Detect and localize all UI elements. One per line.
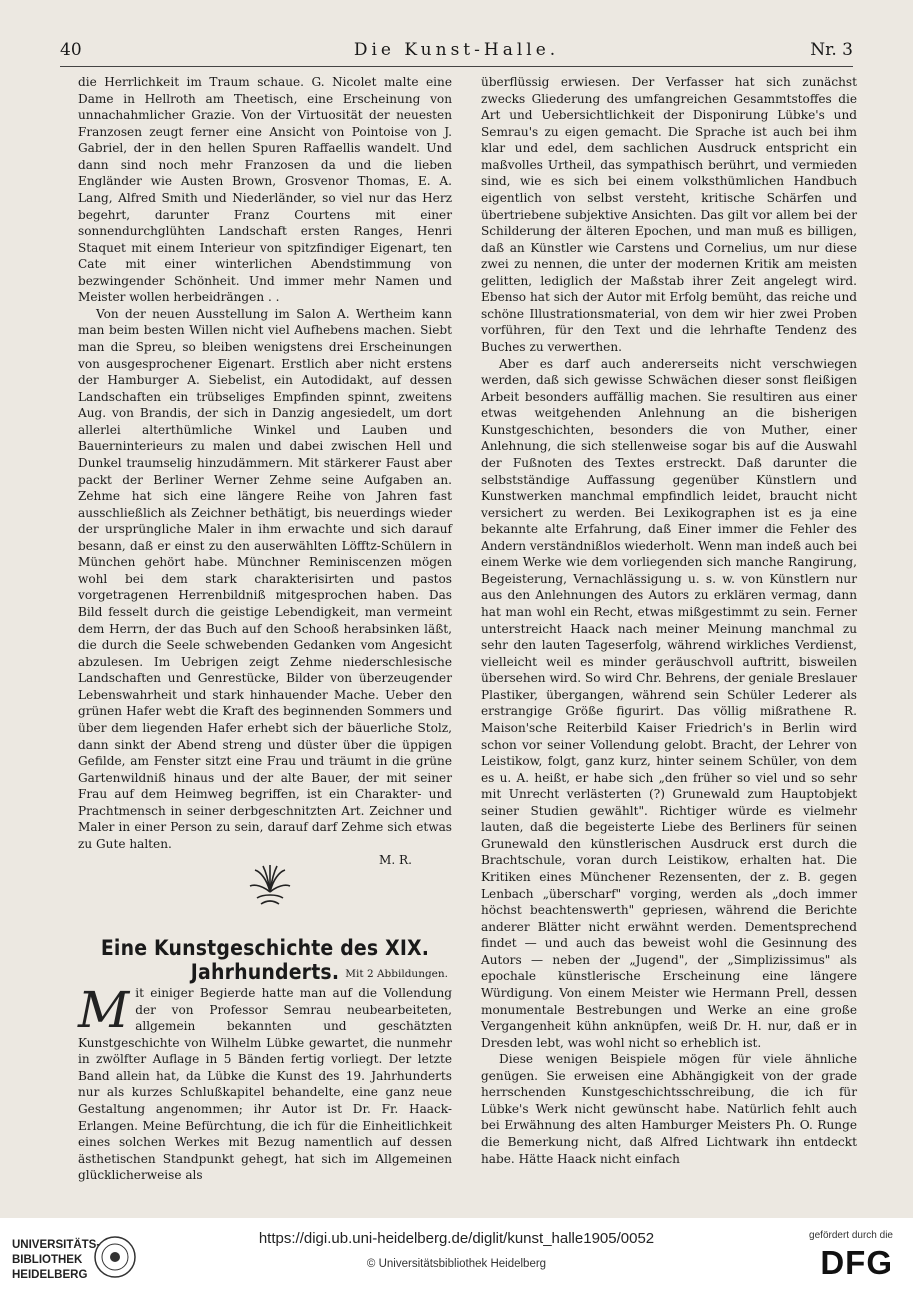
right-paragraph-1: überflüssig erwiesen. Der Verfasser hat sich zunächst zwecks Gliederung des umfangreichen Gesammtstoffes die Art und Uebersichtlichkeit der Disponirung Lübke's und Semrau's zu eigen gemacht. Die Sprache ist auch bei ihm klar und edel, dem sachlichen Ausdruck entspricht ein maßvolles Urtheil, das sympathisch berührt, und vermieden sind, wie es sich bei einem volksthümlichen Handbuch eigentlich von selbst versteht, kritische Schärfen und übertriebene subjektive Ansichten. Das gilt vor allem bei der Schilderung der älteren Epochen, und man muß es billigen, daß an Künstler wie Carstens und Cornelius, um nur diese zwei zu nennen, die unter der modernen Kritik am meisten gelitten, lediglich der Maßstab ihrer Zeit angelegt wird. Ebenso hat sich der Autor mit Erfolg bemüht, das reiche und schöne Illustrationsmaterial, von dem wir hier zwei Proben vorführen, für den Text und die lehrhafte Tendenz des Buches zu verwerthen. <box>481 75 857 354</box>
journal-title: Die Kunst-Halle. <box>353 40 560 60</box>
author-signature: M. R. <box>378 853 412 868</box>
illustration-note: Mit 2 Abbildungen. <box>345 968 448 980</box>
right-paragraph-2: Aber es darf auch andererseits nicht verschwiegen werden, daß sich gewisse Schwächen dieser sonst fleißigen Arbeit besonders auffällig machen. Sie resultiren aus einer etwas weitgehenden Anlehnung an die bisherigen Kunstgeschichten, besonders die von Muther, einer Anlehnung, die sich stellenweise sogar bis auf die Auswahl der Fußnoten des Textes erstreckt. Daß darunter die selbstständige Auffassung gegenüber Künstlern und Kunstwerken manchmal empfindlich leidet, braucht nicht versichert zu werden. Bei Lexikographen ist es ja eine bekannte alte Erfahrung, daß Einer immer die Fehler des Andern verständnißlos wiederholt. Wenn man indeß auch bei einem Werke wie dem vorliegenden sich manche Rangirung, Begeisterung, Vernachlässigung u. s. w. von Künstlern nur aus den Anlehnungen des Autors zu erklären vermag, dann hat man wohl ein Recht, etwas mißgestimmt zu sein. Ferner unterstreicht Haack nach meiner Meinung manchmal zu sehr den lauten Tageserfolg, während wirkliches Verdienst, vielleicht weil es minder geräuschvoll auftritt, bisweilen übersehen wird. So wird Chr. Behrens, der geniale Breslauer Plastiker, übergangen, während sein Schüler Lederer als erstrangige Größe figurirt. Das völlig mißrathene R. Maison'sche Reiterbild Kaiser Friedrich's in Berlin wird schon vor seiner Vollendung gelobt. Bracht, der Lehrer von Leistikow, folgt, ganz kurz, hinter seinem Schüler, von dem es u. A. heißt, er habe sich „den früher so viel und so sehr mit Unrecht verlästerten (?) Grunewald zum Hauptobjekt seiner Studien gewählt". Richtiger würde es vielmehr lauten, daß die begeisterte Liebe des Berliners für seinen Grunewald den künstlerischen Ausdruck erst durch die Brachtschule, voran durch Leistikow, erhalten hat. Die Kritiken eines Münchener Rezensenten, der z. B. gegen Lenbach „überscharf" vorging, werden als „doch immer höchst beachtenswerth" gepriesen, während die Berichte anderer Blätter nicht erwähnt werden. Dementsprechend findet — und auch das beweist wohl die Gesinnung des Autors — neben der „Jugend", der „Simplizissimus" als epochale künstlerische Erscheinung eine längere Würdigung. Von einem Meister wie Hermann Prell, dessen monumentale Bestrebungen und Werke an eine große Vergangenheit kühn anknüpfen, weiß Dr. H. nur, daß er in Dresden lebt, was wohl nicht so erheblich ist. <box>481 356 857 1050</box>
left-paragraph-2: Von der neuen Ausstellung im Salon A. Wertheim kann man beim besten Willen nicht viel Aufhebens machen. Siebt man die Spreu, so bleiben wenigstens drei Erscheinungen von ausgesprochener Eigenart. Erstlich aber nicht erstens der Hamburger A. Siebelist, ein Autodidakt, auf dessen Landschaften ein trübseliges Empfinden spinnt, zweitens Aug. von Brandis, der sich in Danzig angesiedelt, um dort allerlei alterthümliche Winkel und Lauben und Bauerninterieurs zu malen und dabei zwischen Hell und Dunkel traumselig hinzudämmern. Mit stärkerer Faust aber packt der Berliner Werner Zehme seine Aufgaben an. Zehme hat sich eine längere Reihe von Jahren fast ausschließlich als Zeichner bethätigt, bis neuerdings wieder der ursprüngliche Maler in ihm erwachte und sich darauf besann, daß er einst zu den auserwählten Löfftz-Schülern in München gehört habe. Münchner Reminiscenzen mögen wohl bei dem stark charakterisirten und pastos vorgetragenen Herrenbildniß mitgesprochen haben. Das Bild fesselt durch die geistige Lebendigkeit, man vermeint dem Herrn, der das Buch auf den Schooß herabsinken läßt, die durch die Seele schwebenden Gedanken vom Angesicht abzulesen. Im Uebrigen zeigt Zehme niederschlesische Landschaften und Genrestücke, Bilder von überzeugender Lebenswahrheit und stark hinhauender Mache. Ueber den grünen Hafer webt die Kraft des beginnenden Sommers und über dem liegenden Hafer erhebt sich der bäuerliche Stolz, dann sinkt der Abend streng und düster über die üppigen Gefilde, am Fenster sitzt eine Frau und träumt in die grüne Gartenwildniß hinaus und der alte Bauer, der mit seiner Frau auf dem Heimweg begriffen, ist ein Charakter- und Prachtmensch in seiner derbgeschnitzten Art. Zeichner und Maler in einer Person zu sein, darauf darf Zehme sich etwas zu Gute halten. <box>78 306 452 851</box>
running-header <box>60 40 853 64</box>
header-rule <box>60 66 853 67</box>
fleuron-ornament-icon <box>245 862 295 912</box>
left-column <box>78 74 452 869</box>
viewer-footer <box>0 1218 913 1293</box>
right-paragraph-3: Diese wenigen Beispiele mögen für viele ähnliche genügen. Sie erweisen eine Abhängigkeit von der grade herrschenden Kunstgeschichtsschreibung, die ich für Lübke's Werk nicht gewünscht habe. Natürlich fehlt auch bei Erwähnung des alten Hamburger Meisters Ph. O. Runge die Bemerkung nicht, daß Alfred Lichtwark ihn entdeckt habe. Hätte Haack nicht einfach <box>481 1052 857 1166</box>
library-logo[interactable]: UNIVERSITÄTS- BIBLIOTHEK HEIDELBERG <box>12 1239 101 1281</box>
article-body <box>78 981 452 1184</box>
copyright-notice: © Universitätsbibliothek Heidelberg <box>366 1258 547 1270</box>
drop-cap: M <box>78 981 130 1039</box>
page-number: 40 <box>60 40 82 60</box>
right-column <box>481 74 857 1167</box>
article-paragraph-1: it einiger Begierde hatte man auf die Vollendung der von Professor Semrau neubearbeiteten, allgemein bekannten und geschätzten Kunstgeschichte von Wilhelm Lübke gewartet, die nunmehr in zwölfter Auflage in 5 Bänden fertig vorliegt. Der letzte Band allein hat, da Lübke die Kunst des 19. Jahrhunderts nur als kurzes Schlußkapitel behandelte, eine ganz neue Gestaltung angenommen; ihr Autor ist Dr. Fr. Haack-Erlangen. Meine Befürchtung, die ich für die Einheitlichkeit eines solchen Werkes mit Bezug namentlich auf dessen ästhetischen Standpunkt gehegt, hat sich im Allgemeinen glücklicherweise als <box>78 986 452 1183</box>
issue-number: Nr. 3 <box>810 40 853 60</box>
funding-note: gefördert durch die <box>809 1230 893 1241</box>
article-title: Eine Kunstgeschichte des XIX. Jahrhunderts. <box>100 936 430 984</box>
left-paragraph-1: die Herrlichkeit im Traum schaue. G. Nicolet malte eine Dame in Hellroth am Theetisch, eine Erscheinung von unnachahmlicher Grazie. Von der Virtuosität der neuesten Franzosen zeugt ferner eine Ansicht von Pointoise von J. Gabriel, der in den hellen Spuren Raffaellis wandelt. Und dann sind noch mehr Franzosen da und die lieben Engländer wie Austen Brown, Grosvenor Thomas, E. A. Lang, Alfred Smith und Niederländer, so viel nur das Herz begehrt, darunter Franz Courtens mit einer sonnendurchglühten Landschaft ersten Ranges, Henri Staquet mit einem Interieur von spitzfindiger Eigenart, ten Cate mit einer winterlichen Abendstimmung von bezwingender Schönheit. Und immer mehr Namen und Meister wollen herbeidrängen . . <box>78 75 452 305</box>
permalink[interactable]: https://digi.ub.uni-heidelberg.de/diglit/kunst_halle1905/0052 <box>258 1230 655 1247</box>
dfg-logo[interactable]: DFG <box>820 1244 893 1281</box>
